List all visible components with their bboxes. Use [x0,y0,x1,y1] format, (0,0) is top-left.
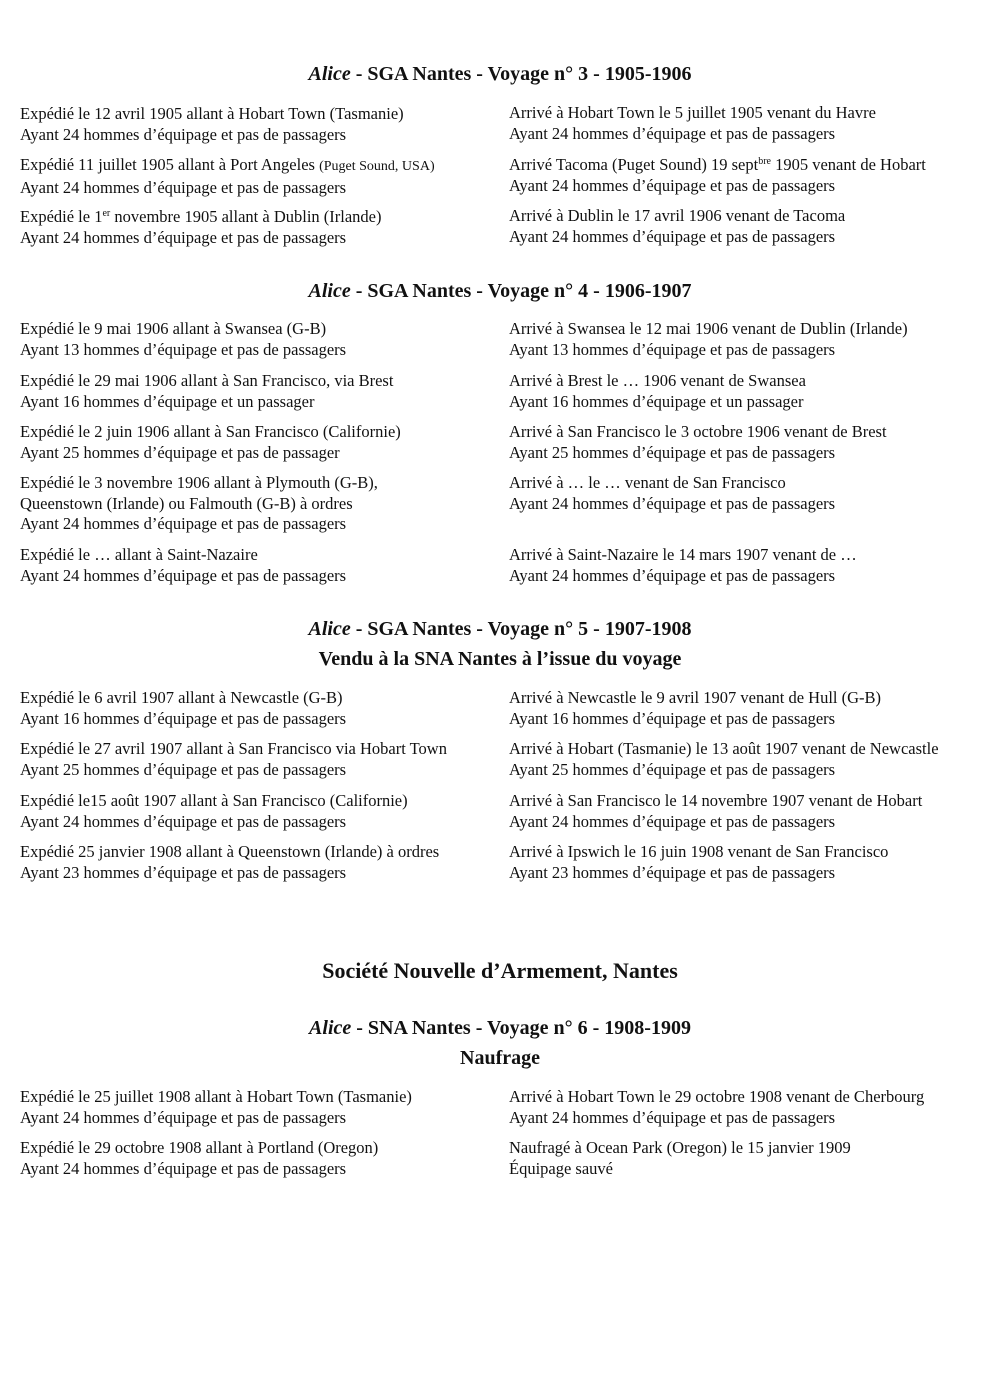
voyage-5-heading: Alice - SGA Nantes - Voyage n° 5 - 1907-1908 [308,618,692,640]
v6-arrival-2: Naufragé à Ocean Park (Oregon) le 15 janvier 1909 Équipage sauvé [509,1138,851,1178]
v5-departure-3: Expédié le15 août 1907 allant à San Francisco (Californie) Ayant 24 hommes d’équipage et pas de passagers [20,791,408,831]
v3-departure-3: Expédié le 1er novembre 1905 allant à Dublin (Irlande) Ayant 24 hommes d’équipage et pas de passagers [20,207,382,247]
v5-arrival-4: Arrivé à Ipswich le 16 juin 1908 venant de San Francisco Ayant 23 hommes d’équipage et pas de passagers [509,842,889,882]
voyage-6-subheading: Naufrage [460,1047,540,1069]
voyage-6-heading: Alice - SNA Nantes - Voyage n° 6 - 1908-1909 [309,1017,691,1039]
ship-name: Alice [309,1017,352,1039]
v3-departure-1: Expédié le 12 avril 1905 allant à Hobart Town (Tasmanie) Ayant 24 hommes d’équipage et pas de passagers [20,104,404,144]
v4-departure-2: Expédié le 29 mai 1906 allant à San Francisco, via Brest Ayant 16 hommes d’équipage et un passager [20,371,394,411]
v5-arrival-1: Arrivé à Newcastle le 9 avril 1907 venant de Hull (G-B) Ayant 16 hommes d’équipage et pas de passagers [509,688,882,728]
v3-arrival-1: Arrivé à Hobart Town le 5 juillet 1905 venant du Havre Ayant 24 hommes d’équipage et pas de passagers [509,103,876,143]
v4-arrival-2: Arrivé à Brest le … 1906 venant de Swansea Ayant 16 hommes d’équipage et un passager [509,371,806,411]
v3-arrival-2: Arrivé Tacoma (Puget Sound) 19 sept$^{bre}$ 1905 venant de Hobart Ayant 24 hommes d’équipage et pas de passagers [509,155,926,195]
v6-departure-1: Expédié le 25 juillet 1908 allant à Hobart Town (Tasmanie) Ayant 24 hommes d’équipage et pas de passagers [20,1087,412,1127]
v4-arrival-3: Arrivé à San Francisco le 3 octobre 1906 venant de Brest Ayant 25 hommes d’équipage et pas de passagers [509,422,887,462]
v4-arrival-4: Arrivé à … le … venant de San Francisco Ayant 24 hommes d’équipage et pas de passagers [509,473,836,513]
v4-departure-3: Expédié le 2 juin 1906 allant à San Francisco (Californie) Ayant 25 hommes d’équipage et pas de passager [20,422,401,462]
v4-arrival-5: Arrivé à Saint-Nazaire le 14 mars 1907 venant de … Ayant 24 hommes d’équipage et pas de passagers [509,545,857,585]
ship-name: Alice [308,280,351,302]
voyage-3-heading: Alice - SGA Nantes - Voyage n° 3 - 1905-1906 [308,63,692,85]
v4-arrival-1: Arrivé à Swansea le 12 mai 1906 venant de Dublin (Irlande) Ayant 13 hommes d’équipage et pas de passagers [509,319,908,359]
v4-departure-5: Expédié le … allant à Saint-Nazaire Ayant 24 hommes d’équipage et pas de passagers [20,545,347,585]
ship-name: Alice [308,618,351,640]
ship-name: Alice [308,63,351,85]
v5-arrival-2: Arrivé à Hobart (Tasmanie) le 13 août 1907 venant de Newcastle Ayant 25 hommes d’équipage et pas de passagers [509,739,939,779]
v6-departure-2: Expédié le 29 octobre 1908 allant à Portland (Oregon) Ayant 24 hommes d’équipage et pas de passagers [20,1138,379,1178]
v4-departure-1: Expédié le 9 mai 1906 allant à Swansea (G-B) Ayant 13 hommes d’équipage et pas de passagers [20,319,347,359]
v5-departure-4: Expédié 25 janvier 1908 allant à Queenstown (Irlande) à ordres Ayant 23 hommes d’équipage et pas de passagers [20,842,440,882]
v4-departure-4: Expédié le 3 novembre 1906 allant à Plymouth (G-B), Queenstown (Irlande) ou Falmouth (G-B) à ordres Ayant 24 hommes d’équipage et pas de passagers [20,473,378,533]
v3-departure-2: Expédié 11 juillet 1905 allant à Port Angeles (Puget Sound, USA) Ayant 24 hommes d’équipage et pas de passagers [20,155,435,197]
v3-arrival-3: Arrivé à Dublin le 17 avril 1906 venant de Tacoma Ayant 24 hommes d’équipage et pas de passagers [509,206,846,246]
v6-arrival-1: Arrivé à Hobart Town le 29 octobre 1908 venant de Cherbourg Ayant 24 hommes d’équipage et pas de passagers [509,1087,925,1127]
voyage-4-heading: Alice - SGA Nantes - Voyage n° 4 - 1906-1907 [308,280,692,302]
v5-arrival-3: Arrivé à San Francisco le 14 novembre 1907 venant de Hobart Ayant 24 hommes d’équipage et pas de passagers [509,791,923,831]
v5-departure-1: Expédié le 6 avril 1907 allant à Newcastle (G-B) Ayant 16 hommes d’équipage et pas de passagers [20,688,347,728]
voyage-5-subheading: Vendu à la SNA Nantes à l’issue du voyage [318,648,682,670]
company-heading: Société Nouvelle d’Armement, Nantes [322,958,678,983]
v5-departure-2: Expédié le 27 avril 1907 allant à San Francisco via Hobart Town Ayant 25 hommes d’équipage et pas de passagers [20,739,447,779]
